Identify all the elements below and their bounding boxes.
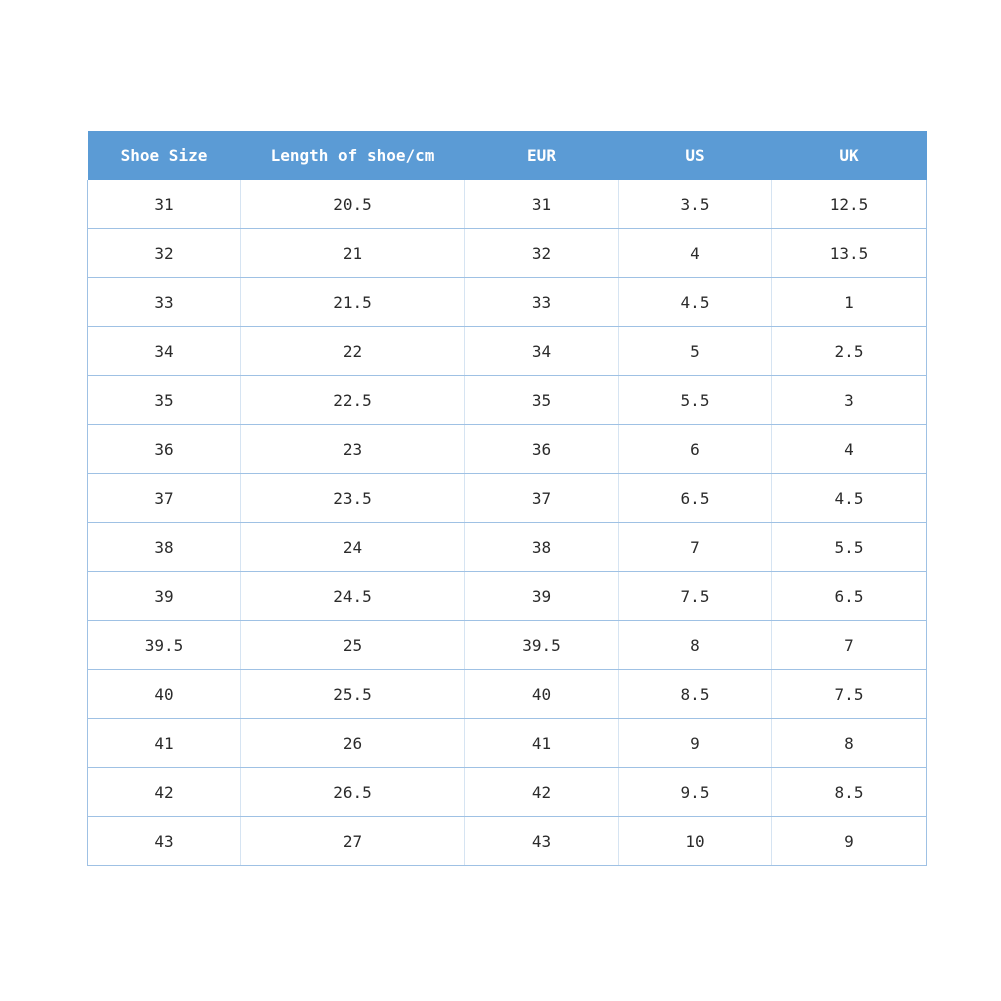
table-row [88,523,927,572]
cell-uk: 8 [772,719,927,768]
cell-length: 20.5 [241,180,465,229]
cell-shoe-size: 43 [88,817,241,866]
cell-length: 21.5 [241,278,465,327]
cell-uk: 1 [772,278,927,327]
cell-uk: 8.5 [772,768,927,817]
cell-length: 24 [241,523,465,572]
cell-us: 6.5 [619,474,772,523]
cell-length: 24.5 [241,572,465,621]
cell-length: 23.5 [241,474,465,523]
cell-us: 4 [619,229,772,278]
table-row [88,278,927,327]
cell-us: 5 [619,327,772,376]
cell-uk: 7.5 [772,670,927,719]
table-row [88,425,927,474]
table-body [88,180,927,866]
cell-shoe-size: 31 [88,180,241,229]
cell-us: 7.5 [619,572,772,621]
cell-length: 26.5 [241,768,465,817]
cell-shoe-size: 38 [88,523,241,572]
cell-length: 22.5 [241,376,465,425]
cell-eur: 38 [465,523,619,572]
table-row [88,817,927,866]
cell-eur: 36 [465,425,619,474]
cell-shoe-size: 39 [88,572,241,621]
cell-us: 6 [619,425,772,474]
shoe-size-table [87,131,927,866]
table-row [88,474,927,523]
table-row [88,768,927,817]
cell-shoe-size: 36 [88,425,241,474]
cell-us: 3.5 [619,180,772,229]
cell-eur: 31 [465,180,619,229]
table-row [88,572,927,621]
cell-shoe-size: 33 [88,278,241,327]
header-length: Length of shoe/cm [270,146,435,165]
header-shoe-size: Shoe Size [120,146,208,165]
cell-shoe-size: 42 [88,768,241,817]
cell-us: 9 [619,719,772,768]
cell-uk: 6.5 [772,572,927,621]
header-us: US [685,146,705,165]
header-eur: EUR [527,146,556,165]
cell-us: 9.5 [619,768,772,817]
cell-eur: 42 [465,768,619,817]
cell-us: 8.5 [619,670,772,719]
cell-eur: 37 [465,474,619,523]
table-row [88,670,927,719]
cell-uk: 9 [772,817,927,866]
cell-length: 22 [241,327,465,376]
cell-shoe-size: 40 [88,670,241,719]
table-row [88,621,927,670]
cell-shoe-size: 35 [88,376,241,425]
cell-shoe-size: 39.5 [88,621,241,670]
cell-eur: 41 [465,719,619,768]
cell-length: 23 [241,425,465,474]
cell-eur: 35 [465,376,619,425]
cell-uk: 2.5 [772,327,927,376]
table-header [88,131,927,180]
cell-uk: 12.5 [772,180,927,229]
cell-eur: 34 [465,327,619,376]
table-row [88,327,927,376]
cell-length: 26 [241,719,465,768]
cell-length: 27 [241,817,465,866]
cell-shoe-size: 41 [88,719,241,768]
cell-uk: 13.5 [772,229,927,278]
cell-length: 25.5 [241,670,465,719]
header-uk: UK [839,146,859,165]
cell-eur: 32 [465,229,619,278]
cell-us: 5.5 [619,376,772,425]
table-row [88,719,927,768]
cell-us: 4.5 [619,278,772,327]
table-row [88,229,927,278]
cell-uk: 3 [772,376,927,425]
cell-eur: 40 [465,670,619,719]
table-row [88,376,927,425]
cell-uk: 4.5 [772,474,927,523]
cell-length: 21 [241,229,465,278]
cell-eur: 33 [465,278,619,327]
cell-eur: 39.5 [465,621,619,670]
cell-us: 8 [619,621,772,670]
cell-eur: 39 [465,572,619,621]
cell-us: 7 [619,523,772,572]
table-row [88,180,927,229]
cell-shoe-size: 34 [88,327,241,376]
cell-uk: 4 [772,425,927,474]
header-row [88,131,927,180]
cell-eur: 43 [465,817,619,866]
cell-us: 10 [619,817,772,866]
cell-uk: 7 [772,621,927,670]
cell-shoe-size: 32 [88,229,241,278]
cell-uk: 5.5 [772,523,927,572]
cell-length: 25 [241,621,465,670]
cell-shoe-size: 37 [88,474,241,523]
